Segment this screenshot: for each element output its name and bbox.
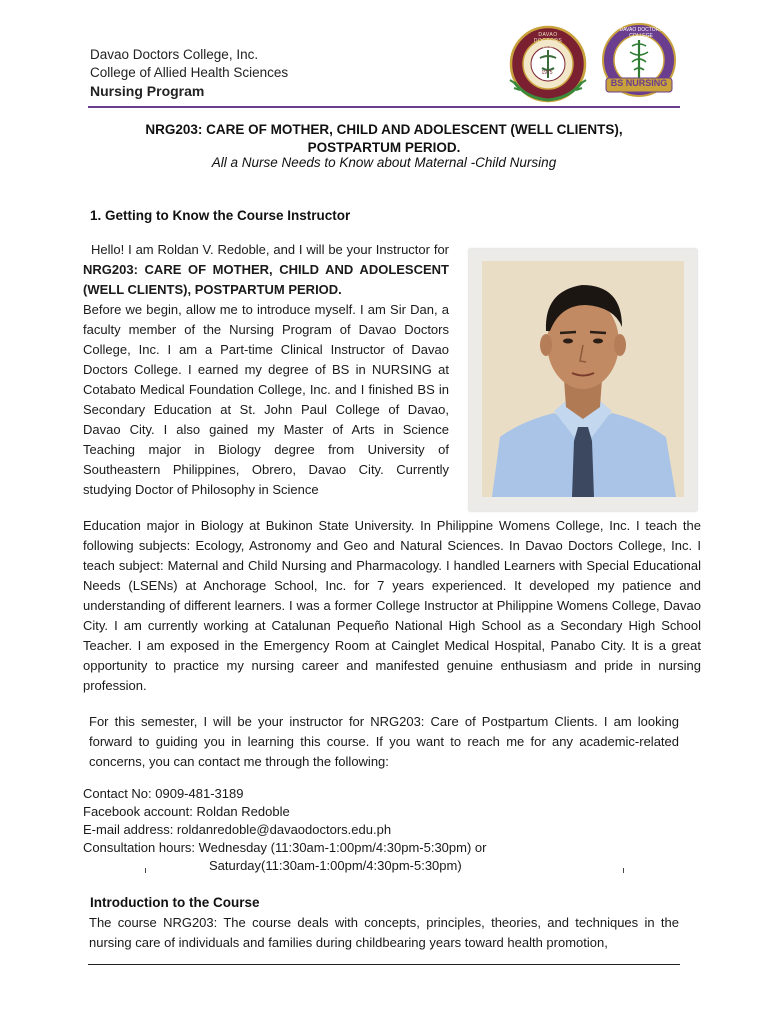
instructor-intro-paragraph bbox=[83, 240, 449, 500]
contact-email: E-mail address: roldanredoble@davaodoctors.edu.ph bbox=[83, 822, 392, 837]
section-heading-introduction: Introduction to the Course bbox=[90, 895, 260, 910]
instructor-photo-frame bbox=[469, 249, 697, 511]
course-introduction-text: The course NRG203: The course deals with concepts, principles, theories, and techniques in the nursing care of individuals and families during childbearing years toward health promotion, bbox=[89, 915, 679, 950]
instructor-portrait-image bbox=[482, 261, 684, 497]
header-divider bbox=[88, 106, 680, 108]
instructor-photo bbox=[482, 261, 684, 497]
contact-facebook: Facebook account: Roldan Redoble bbox=[83, 804, 290, 819]
college-name: Davao Doctors College, Inc. bbox=[90, 47, 259, 62]
section-heading-instructor: 1. Getting to Know the Course Instructor bbox=[90, 208, 351, 223]
bio-narrow-text: Before we begin, allow me to introduce myself. I am Sir Dan, a faculty member of the Nursing Program of Davao Doctors College, Inc. I am a Part-time Clinical Instructor of Davao Doctors College. I earned my degree of BS in NURSING at Cotabato Medical Foundation College, Inc. and I finished BS in Secondary Education at St. John Paul College of Davao, Davao City. I also gained my Master of Arts in Science Teaching major in Biology degree from University of Southeastern Philippines, Obrero, Davao City. Currently studying Doctor of Philosophy in Science bbox=[83, 302, 449, 497]
program-name: Nursing Program bbox=[90, 83, 205, 99]
margin-mark-left bbox=[145, 868, 146, 873]
footer-divider bbox=[88, 964, 680, 965]
left-logo-text: DAVAO DOCTORS COLLEGE bbox=[533, 32, 563, 50]
course-subtitle: All a Nurse Needs to Know about Maternal -Child Nursing bbox=[211, 155, 557, 170]
right-logo-text: DAVAO DOCTORS COLLEGE bbox=[619, 27, 663, 39]
contact-phone: Contact No: 0909-481-3189 bbox=[83, 786, 244, 801]
bs-nursing-banner: BS NURSING bbox=[610, 78, 668, 88]
semester-paragraph: For this semester, I will be your instructor for NRG203: Care of Postpartum Clients. I am looking forward to guiding you in learning this course. If you want to reach me for any academic-related concerns, you can contact me through the following: bbox=[89, 714, 679, 769]
consultation-hours: Consultation hours: Wednesday (11:30am-1:00pm/4:30pm-5:30pm) or bbox=[83, 840, 487, 855]
bio-wide-paragraph: Education major in Biology at Bukinon State University. In Philippine Womens College, Inc. I teach the following subjects: Ecology, Astronomy and Geo and Natural Sciences. In Davao Doctors College, Inc. I teach subject: Maternal and Child Nursing and Pharmacology. I handled Learners with Special Educational Needs (LSENs) at Anchorage School, Inc. for 7 years experienced. It developed my patience and understanding of different learners. I was a former College Instructor at Philippine Womens College, Davao City. I am currently working at Catalunan Pequeño National High School as a Secondary High School Teacher. I am exposed in the Emergency Room at Cainglet Medical Hospital, Panabo City. It is a great opportunity to practice my nursing career and manifested genuine enthusiasm and pride in nursing profession. bbox=[83, 518, 701, 693]
course-title-line2: POSTPARTUM PERIOD. bbox=[307, 140, 461, 155]
consultation-hours-saturday: Saturday(11:30am-1:00pm/4:30pm-5:30pm) bbox=[209, 858, 462, 873]
intro-text: Hello! I am Roldan V. Redoble, and I will be your Instructor for bbox=[91, 242, 449, 257]
left-logo-year: 1975 bbox=[541, 70, 553, 76]
college-department: College of Allied Health Sciences bbox=[90, 65, 289, 80]
margin-mark-right bbox=[623, 868, 624, 873]
intro-course-title: NRG203: CARE OF MOTHER, CHILD AND ADOLESCENT (WELL CLIENTS), POSTPARTUM PERIOD. bbox=[83, 262, 449, 297]
course-title-line1: NRG203: CARE OF MOTHER, CHILD AND ADOLESCENT (WELL CLIENTS), bbox=[145, 122, 623, 137]
